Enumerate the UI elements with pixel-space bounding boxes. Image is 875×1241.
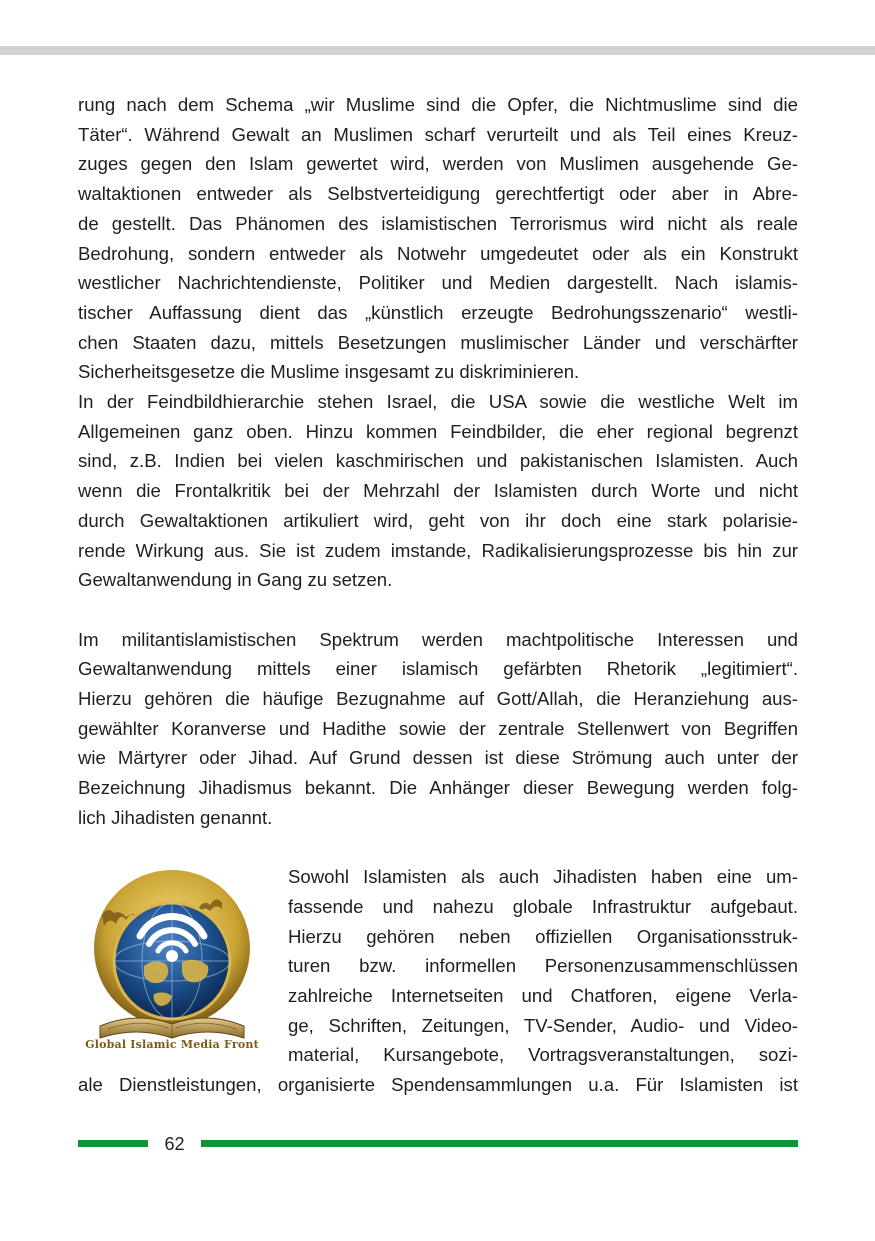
text-line: tischer Auffassung dient das „künstlich erzeugte Bedrohungsszenario“ westli- [78,301,798,323]
paragraph-1 [78,90,798,387]
text-line: Allgemeinen ganz oben. Hinzu kommen Feindbilder, die eher regional begrenzt [78,420,798,442]
text-line: chen Staaten dazu, mittels Besetzungen muslimischer Länder und verschärfter [78,331,798,353]
text-line: waltaktionen entweder als Selbstverteidigung gerechtfertigt oder aber in Abre- [78,183,798,205]
text-line: rung nach dem Schema „wir Muslime sind die Opfer, die Nichtmuslime sind die [78,94,798,115]
text-line: Hierzu gehören die häufige Bezugnahme auf Gott/Allah, die Heranziehung aus- [78,688,798,710]
text-line: Bezeichnung Jihadismus bekannt. Die Anhänger dieser Bewegung werden folg- [78,777,798,799]
globe-logo-icon [82,866,262,1056]
text-line: Täter“. Während Gewalt an Muslimen scharf verurteilt und als Teil eines Kreuz- [78,123,798,145]
text-line: rende Wirkung aus. Sie ist zudem imstande, Radikalisierungsprozesse bis hin zur [78,539,798,561]
text-line: lich Jihadisten genannt. [78,806,273,828]
text-line: de gestellt. Das Phänomen des islamistischen Terrorismus wird nicht als reale [78,212,798,234]
text-line: ge, Schriften, Zeitungen, TV-Sender, Audio- und Video- [288,1014,798,1036]
text-line: zuges gegen den Islam gewertet wird, werden von Muslimen ausgehende Ge- [78,153,798,175]
text-line: wie Märtyrer oder Jihad. Auf Grund dessen ist diese Strömung auch unter der [78,747,798,769]
text-line: sind, z.B. Indien bei vielen kaschmirischen und pakistanischen Islamisten. Auch [78,450,798,472]
text-line: Im militantislamistischen Spektrum werden machtpolitische Interessen und [78,628,798,650]
text-line: ale Dienstleistungen, organisierte Spendensammlungen u.a. Für Islamisten ist [78,1074,798,1096]
paragraph-2 [78,387,798,595]
paragraph-3 [78,625,798,833]
text-line: durch Gewaltaktionen artikuliert wird, geht von ihr doch eine stark polarisie- [78,509,798,531]
text-line: Gewaltanwendung mittels einer islamisch gefärbten Rhetorik „legitimiert“. [78,658,798,680]
text-line: fassende und nahezu globale Infrastruktur aufgebaut. [288,895,798,917]
text-line: Gewaltanwendung in Gang zu setzen. [78,569,393,591]
text-line: zahlreiche Internetseiten und Chatforen, eigene Verla- [288,985,798,1007]
footer-rule-left [78,1140,148,1147]
page-number: 62 [164,1134,185,1154]
text-line: In der Feindbildhierarchie stehen Israel, die USA sowie die westliche Welt im [78,391,798,413]
footer-rule-right [201,1140,798,1147]
text-line: gewählter Koranverse und Hadithe sowie der zentrale Stellenwert von Begriffen [78,717,798,739]
media-front-logo [82,866,262,1056]
text-line: material, Kursangebote, Vortragsveranstaltungen, sozi- [288,1044,798,1066]
text-line: Bedrohung, sondern entweder als Notwehr umgedeutet oder als ein Konstrukt [78,242,798,264]
logo-caption: Global Islamic Media Front [85,1038,259,1051]
top-rule [0,46,875,55]
text-line: turen bzw. informellen Personenzusammenschlüssen [288,955,798,977]
text-line: Sowohl Islamisten als auch Jihadisten haben eine um- [288,866,798,888]
text-line: westlicher Nachrichtendienste, Politiker und Medien dargestellt. Nach islamis- [78,272,798,294]
text-line: wenn die Frontalkritik bei der Mehrzahl der Islamisten durch Worte und nicht [78,480,798,502]
text-line: Hierzu gehören neben offiziellen Organisationsstruk- [288,925,798,947]
text-line: Sicherheitsgesetze die Muslime insgesamt zu diskriminieren. [78,361,580,383]
